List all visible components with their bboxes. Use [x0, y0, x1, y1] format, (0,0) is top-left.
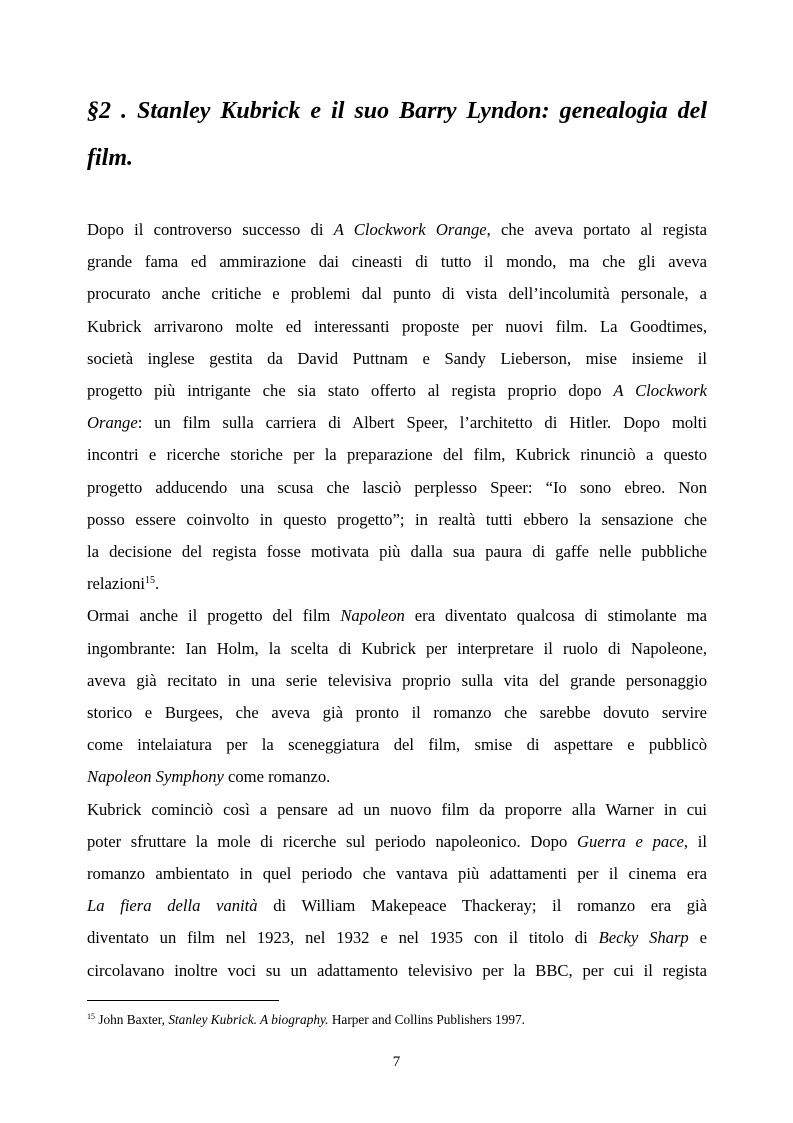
text-line [87, 407, 707, 439]
footnote-number: 15 [87, 1012, 95, 1021]
footnote-publisher: Harper and Collins Publishers 1997. [328, 1012, 525, 1027]
text-line: procurato anche critiche e problemi dal punto di vista dell’incolumità personale, a [87, 284, 707, 304]
text-line: aveva già recitato in una serie televisiva proprio sulla vita del grande personaggio [87, 670, 707, 690]
text-line [87, 890, 707, 922]
film-title: Becky Sharp [598, 928, 689, 948]
text-run: , il [683, 831, 707, 851]
text-line: Kubrick cominciò così a pensare ad un nuovo film da proporre alla Warner in cui [87, 799, 707, 819]
text-line: grande fama ed ammirazione dai cineasti di tutto il mondo, ma che gli aveva [87, 252, 707, 272]
text-run: poter sfruttare la mole di ricerche sul periodo napoleonico. Dopo [87, 831, 577, 851]
text-line: Kubrick arrivarono molte ed interessanti proposte per nuovi film. La Goodtimes, [87, 316, 707, 336]
text-line: incontri e ricerche storiche per la preparazione del film, Kubrick rinunciò a questo [87, 445, 707, 465]
text-line: posso essere coinvolto in questo progetto”; in realtà tutti ebbero la sensazione che [87, 509, 707, 529]
text-run: come romanzo. [223, 767, 331, 787]
text-line [87, 761, 707, 793]
text-run: era diventato qualcosa di stimolante ma [404, 606, 707, 626]
page-number: 7 [392, 1054, 401, 1070]
book-title: Napoleon Symphony [87, 767, 224, 787]
footnote-title: Stanley Kubrick. A biography. [168, 1012, 329, 1027]
text-run: Dopo il controverso successo di [87, 220, 334, 239]
heading-line-2: film. [87, 145, 133, 171]
text-run: progetto più intrigante che sia stato offerto al regista proprio dopo [87, 381, 614, 401]
film-title: A Clockwork [613, 381, 707, 401]
text-line: circolavano inoltre voci su un adattamento televisivo per la BBC, per cui il regista [87, 960, 707, 980]
text-line [87, 826, 707, 858]
text-run: relazioni [87, 574, 146, 594]
film-title: Orange [87, 413, 138, 433]
section-heading [87, 88, 707, 182]
text-line: ingombrante: Ian Holm, la scelta di Kubrick per interpretare il ruolo di Napoleone, [87, 638, 707, 658]
text-line: come intelaiatura per la sceneggiatura del film, smise di aspettare e pubblicò [87, 735, 707, 755]
text-line [87, 600, 707, 632]
text-run: di William Makepeace Thackeray; il romanzo era già [257, 896, 708, 916]
footnote-separator [87, 1000, 279, 1001]
text-line: la decisione del regista fosse motivata più dalla sua paura di gaffe nelle pubbliche [87, 542, 707, 562]
text-run: , che aveva portato al regista [486, 220, 707, 239]
book-title: Guerra e pace [576, 831, 684, 851]
text-line [87, 568, 707, 600]
text-line [87, 922, 707, 954]
text-run: e [688, 928, 707, 948]
text-line: progetto adducendo una scusa che lasciò perplesso Speer: “Io sono ebreo. Non [87, 477, 707, 497]
text-line [87, 375, 707, 407]
text-line [87, 214, 707, 246]
film-title: Napoleon [340, 606, 405, 626]
footnote-reference: 15 [145, 575, 156, 587]
book-title: La fiera della vanità [87, 896, 258, 916]
footnote-author: John Baxter, [95, 1012, 169, 1027]
heading-line-1: §2 . Stanley Kubrick e il suo Barry Lyndon: genealogia del [87, 98, 707, 124]
footnote [87, 1011, 707, 1029]
body-text [87, 214, 707, 987]
text-line: società inglese gestita da David Puttnam e Sandy Lieberson, mise insieme il [87, 348, 707, 368]
text-line: romanzo ambientato in quel periodo che vantava più adattamenti per il cinema era [87, 864, 707, 884]
text-run: : un film sulla carriera di Albert Speer, l’architetto di Hitler. Dopo molti [137, 413, 707, 433]
text-run: . [155, 574, 160, 594]
text-line: storico e Burgees, che aveva già pronto il romanzo che sarebbe dovuto servire [87, 703, 707, 723]
text-run: diventato un film nel 1923, nel 1932 e nel 1935 con il titolo di [87, 928, 599, 948]
text-run: Ormai anche il progetto del film [87, 606, 341, 626]
film-title: A Clockwork Orange [333, 220, 487, 239]
